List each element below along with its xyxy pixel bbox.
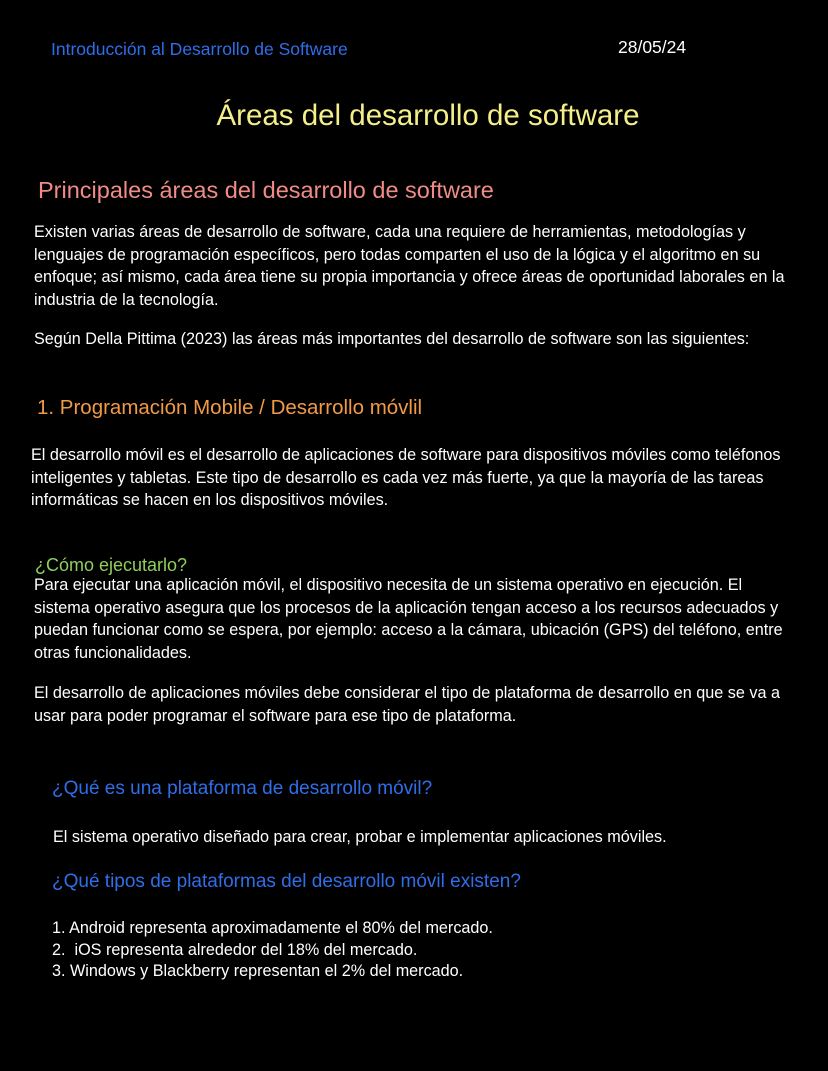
howto-paragraph: Para ejecutar una aplicación móvil, el dispositivo necesita de un sistema operativo en ejecución. El sistema operativo asegura que los procesos de la aplicación tengan acceso a los recursos adecuados y puedan funcionar como se espera, por ejemplo: acceso a la cámara, ubicación (GPS) del teléfono, entre otras funcionalidades.	[34, 576, 783, 662]
list-item-windows-blackberry: 3. Windows y Blackberry representan el 2% del mercado.	[52, 962, 464, 980]
course-name: Introducción al Desarrollo de Software	[51, 39, 348, 59]
document-date: 28/05/24	[618, 37, 687, 57]
question-platform-types: ¿Qué tipos de plataformas del desarrollo móvil existen?	[52, 871, 521, 892]
mobile-heading: 1. Programación Mobile / Desarrollo móvlil	[37, 396, 423, 419]
list-item-ios: 2. iOS representa alrededor del 18% del mercado.	[52, 940, 418, 959]
page-title: Áreas del desarrollo de software	[216, 99, 640, 132]
answer-platform-definition: El sistema operativo diseñado para crear, probar e implementar aplicaciones móviles.	[53, 828, 667, 846]
della-pittima-paragraph: Según Della Pittima (2023) las áreas más importantes del desarrollo de software son las siguientes:	[34, 330, 750, 348]
platform-paragraph: El desarrollo de aplicaciones móviles debe considerar el tipo de plataforma de desarrollo en que se va a usar para poder programar el software para ese tipo de plataforma.	[34, 684, 780, 725]
section-heading: Principales áreas del desarrollo de software	[38, 177, 494, 203]
intro-paragraph: Existen varias áreas de desarrollo de software, cada una requiere de herramientas, metodologías y lenguajes de programación específicos, pero todas comparten el uso de la lógica y el algoritmo en su enfoque; así mismo, cada área tiene su propia importancia y ofrece áreas de oportunidad laborales en la industria de la tecnología.	[34, 223, 785, 309]
question-platform-definition: ¿Qué es una plataforma de desarrollo móvil?	[52, 778, 433, 799]
mobile-description: El desarrollo móvil es el desarrollo de aplicaciones de software para dispositivos móviles como teléfonos inteligentes y tabletas. Este tipo de desarrollo es cada vez más fuerte, ya que la mayoría de las tareas informáticas se hacen en los dispositivos móviles.	[31, 446, 781, 509]
howto-heading: ¿Cómo ejecutarlo?	[35, 555, 188, 575]
platform-market-list	[52, 918, 493, 983]
list-item-android: 1. Android representa aproximadamente el 80% del mercado.	[52, 919, 493, 937]
